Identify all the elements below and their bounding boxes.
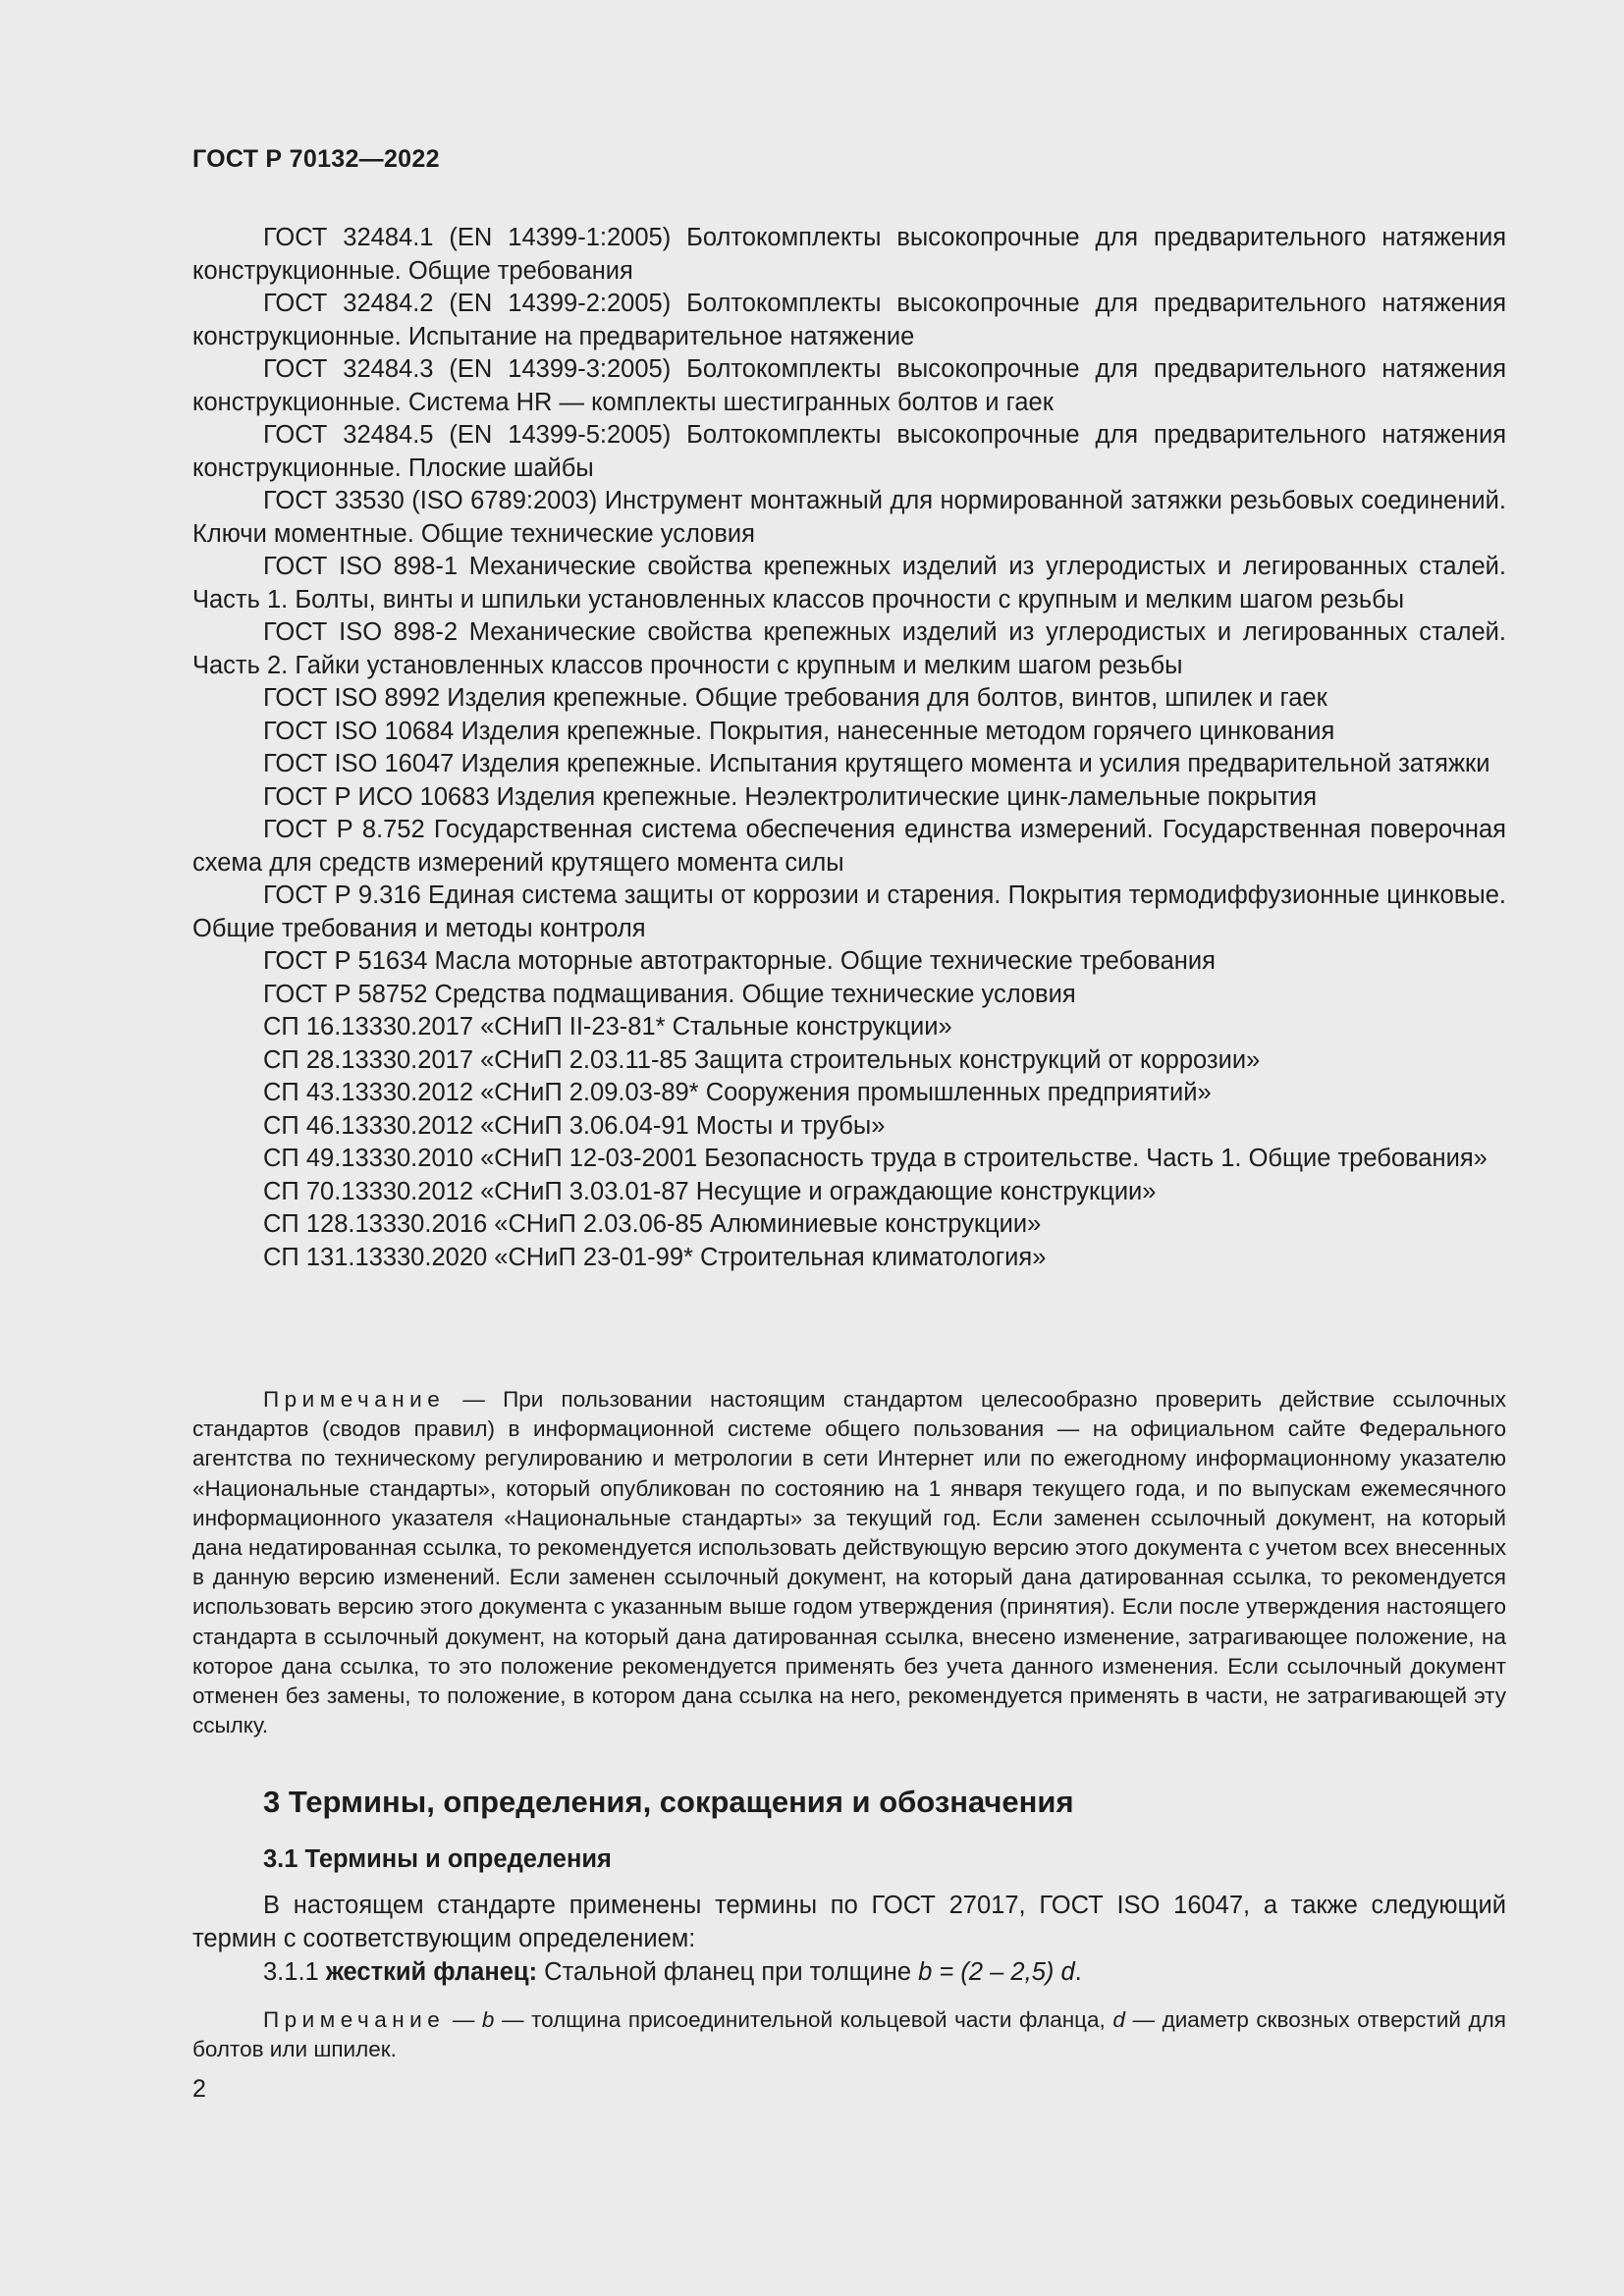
reference-item: ГОСТ 32484.5 (EN 14399-5:2005) Болтокомплекты высокопрочные для предварительного натяжения конструкционные. Плоские шайбы	[192, 421, 1506, 482]
reference-item: ГОСТ 32484.3 (EN 14399-3:2005) Болтокомплекты высокопрочные для предварительного натяжения конструкционные. Система HR — комплекты шестигранных болтов и гаек	[192, 355, 1506, 416]
terms-intro: В настоящем стандарте применены термины по ГОСТ 27017, ГОСТ ISO 16047, а также следующий термин с соответствующим определением:	[192, 1892, 1506, 1952]
reference-item: ГОСТ 33530 (ISO 6789:2003) Инструмент монтажный для нормированной затяжки резьбовых соединений. Ключи моментные. Общие технические условия	[192, 487, 1506, 548]
subsection-title: 3.1 Термины и определения	[263, 1845, 612, 1873]
note-text: — При пользовании настоящим стандартом целесообразно проверить действие ссылочных стандартов (сводов правил) в информационной системе общего пользования — на официальном сайте Федерального агентства по техническому регулированию и метрологии в сети Интернет или по ежегодному информационному указателю «Национальные стандарты», который опубликован по состоянию на 1 января текущего года, и по выпускам ежемесячного информационного указателя «Национальные стандарты» за текущий год. Если заменен ссылочный документ, на который дана недатированная ссылка, то рекомендуется использовать действующую версию этого документа с учетом всех внесенных в данную версию изменений. Если заменен ссылочный документ, на который дана датированная ссылка, то рекомендуется использовать версию этого документа с указанным выше годом утверждения (принятия). Если после утверждения настоящего стандарта в ссылочный документ, на который дана датированная ссылка, внесено изменение, затрагивающее положение, на которое дана ссылка, то это положение рекомендуется применять без учета данного изменения. Если ссылочный документ отменен без замены, то положение, в котором дана ссылка на него, рекомендуется применять в части, не затрагивающей эту ссылку.	[192, 1387, 1506, 1738]
reference-item: ГОСТ Р 9.316 Единая система защиты от коррозии и старения. Покрытия термодиффузионные цинковые. Общие требования и методы контроля	[192, 881, 1506, 942]
term-var-d: d	[1060, 1958, 1075, 1986]
note-var-b: b	[481, 2007, 495, 2032]
note-label: Примечание	[263, 2007, 446, 2032]
reference-item: ГОСТ ISO 898-1 Механические свойства крепежных изделий из углеродистых и легированных сталей. Часть 1. Болты, винты и шпильки установленных классов прочности с крупным и мелким шагом резьбы	[192, 553, 1506, 614]
reference-item: ГОСТ 32484.2 (EN 14399-2:2005) Болтокомплекты высокопрочные для предварительного натяжения конструкционные. Испытание на предварительное натяжение	[192, 290, 1506, 350]
reference-item: ГОСТ Р 8.752 Государственная система обеспечения единства измерений. Государственная поверочная схема для средств измерений крутящего момента силы	[192, 816, 1506, 877]
reference-item: СП 28.13330.2017 «СНиП 2.03.11-85 Защита строительных конструкций от коррозии»	[263, 1045, 1261, 1074]
note-var-d: d	[1112, 2007, 1125, 2032]
page-number: 2	[192, 2075, 206, 2103]
term-name: жесткий фланец:	[325, 1958, 538, 1986]
note-part2: — диаметр сквозных отверстий для болтов или шпилек.	[192, 2007, 1506, 2062]
term-number: 3.1.1	[263, 1958, 326, 1986]
term-def: Стальной фланец при толщине	[537, 1958, 919, 1986]
reference-item: СП 131.13330.2020 «СНиП 23-01-99* Строительная климатология»	[263, 1243, 1047, 1271]
reference-item: СП 128.13330.2016 «СНиП 2.03.06-85 Алюминиевые конструкции»	[263, 1210, 1042, 1238]
reference-item: ГОСТ ISO 8992 Изделия крепежные. Общие требования для болтов, винтов, шпилек и гаек	[263, 684, 1327, 712]
reference-item: СП 43.13330.2012 «СНиП 2.09.03-89* Сооружения промышленных предприятий»	[263, 1079, 1212, 1106]
note-sep: —	[445, 2007, 482, 2032]
term-definition	[263, 1956, 1082, 1990]
reference-item: ГОСТ ISO 10684 Изделия крепежные. Покрытия, нанесенные методом горячего цинкования	[263, 717, 1335, 745]
references-note	[192, 1385, 1506, 1740]
reference-item: ГОСТ Р 51634 Масла моторные автотракторные. Общие технические требования	[263, 947, 1216, 975]
term-end: .	[1074, 1958, 1082, 1986]
reference-item: ГОСТ 32484.1 (EN 14399-1:2005) Болтокомплекты высокопрочные для предварительного натяжения конструкционные. Общие требования	[192, 224, 1506, 285]
reference-item: СП 46.13330.2012 «СНиП 3.06.04-91 Мосты и трубы»	[263, 1111, 886, 1140]
document-header: ГОСТ Р 70132—2022	[192, 145, 440, 173]
reference-item: СП 16.13330.2017 «СНиП II-23-81* Стальные конструкции»	[263, 1013, 952, 1041]
term-var-b: b	[918, 1958, 933, 1986]
reference-item: СП 49.13330.2010 «СНиП 12-03-2001 Безопасность труда в строительстве. Часть 1. Общие требования»	[263, 1145, 1488, 1172]
reference-item: ГОСТ Р ИСО 10683 Изделия крепежные. Неэлектролитические цинк-ламельные покрытия	[263, 782, 1318, 811]
term-note	[192, 2005, 1506, 2064]
note-label: Примечание	[263, 1387, 446, 1412]
term-eq: = (2 – 2,5)	[932, 1958, 1061, 1986]
reference-item: ГОСТ ISO 16047 Изделия крепежные. Испытания крутящего момента и усилия предварительной затяжки	[263, 750, 1490, 777]
section-title: 3 Термины, определения, сокращения и обозначения	[263, 1785, 1074, 1819]
note-part1: — толщина присоединительной кольцевой части фланца,	[494, 2007, 1113, 2032]
normative-references-list	[192, 222, 1506, 1274]
reference-item: СП 70.13330.2012 «СНиП 3.03.01-87 Несущие и ограждающие конструкции»	[263, 1177, 1157, 1205]
reference-item: ГОСТ ISO 898-2 Механические свойства крепежных изделий из углеродистых и легированных сталей. Часть 2. Гайки установленных классов прочности с крупным и мелким шагом резьбы	[192, 618, 1506, 679]
reference-item: ГОСТ Р 58752 Средства подмащивания. Общие технические условия	[263, 980, 1076, 1008]
